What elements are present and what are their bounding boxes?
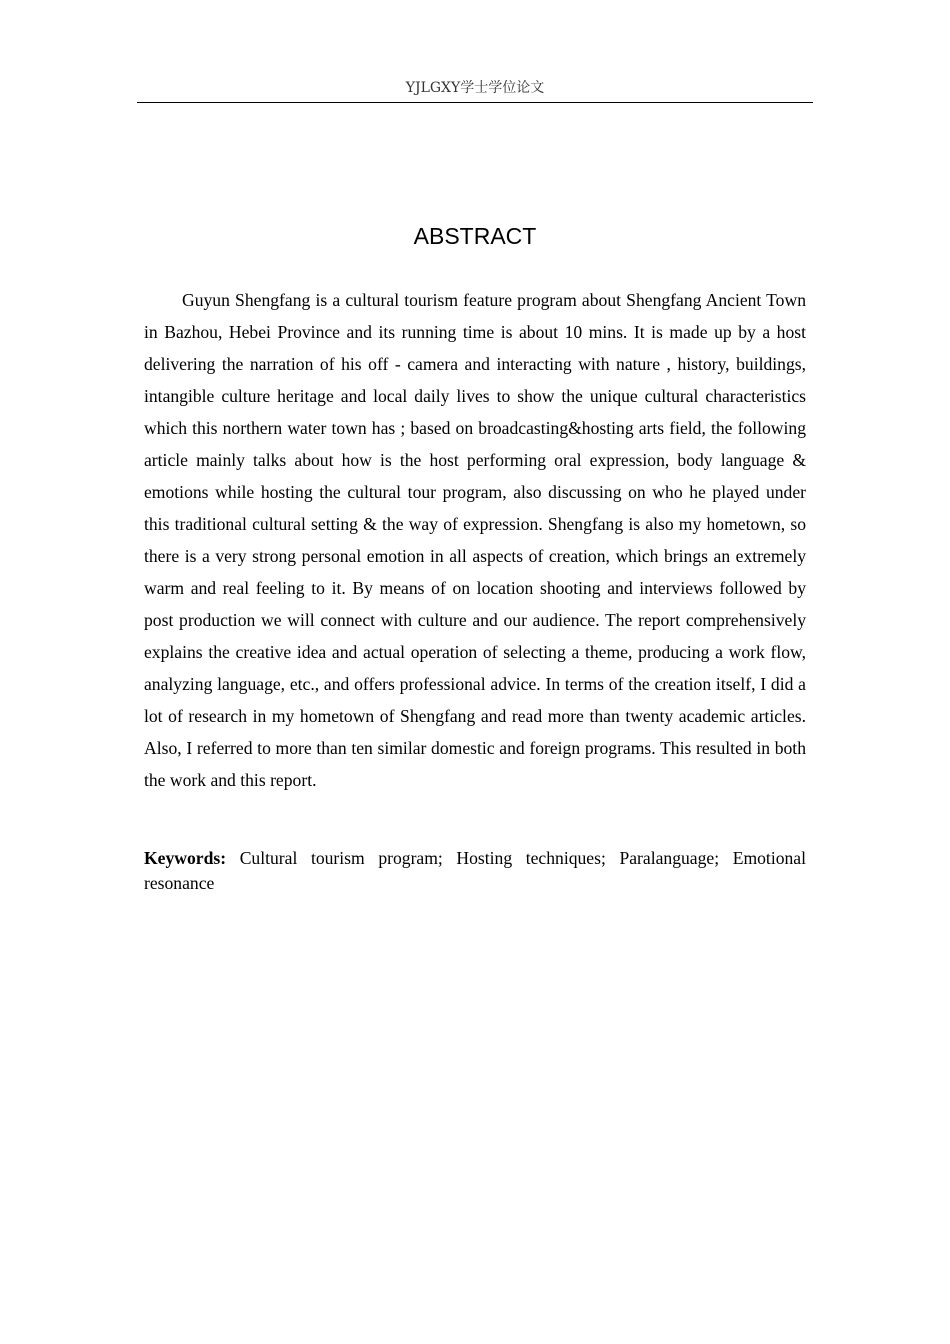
page-header <box>137 76 813 103</box>
header-text: YJLGXY学士学位论文 <box>405 80 545 96</box>
keywords-text: Cultural tourism program; Hosting techniques; Paralanguage; Emotional resonance <box>144 848 806 893</box>
keywords-paragraph <box>144 846 806 896</box>
keywords-label: Keywords: <box>144 848 227 868</box>
abstract-title: ABSTRACT <box>413 223 537 249</box>
abstract-body: Guyun Shengfang is a cultural tourism feature program about Shengfang Ancient Town in Bazhou, Hebei Province and its running time is about 10 mins. It is made up by a host delivering the narration of his off - camera and interacting with nature , history, buildings, intangible culture heritage and local daily lives to show the unique cultural characteristics which this northern water town has ; based on broadcasting&hosting arts field, the following article mainly talks about how is the host performing oral expression, body language & emotions while hosting the cultural tour program, also discussing on who he played under this traditional cultural setting & the way of expression. Shengfang is also my hometown, so there is a very strong personal emotion in all aspects of creation, which brings an extremely warm and real feeling to it. By means of on location shooting and interviews followed by post production we will connect with culture and our audience. The report comprehensively explains the creative idea and actual operation of selecting a theme, producing a work flow, analyzing language, etc., and offers professional advice. In terms of the creation itself, I did a lot of research in my hometown of Shengfang and read more than twenty academic articles. Also, I referred to more than ten similar domestic and foreign programs. This resulted in both the work and this report. <box>144 290 806 790</box>
